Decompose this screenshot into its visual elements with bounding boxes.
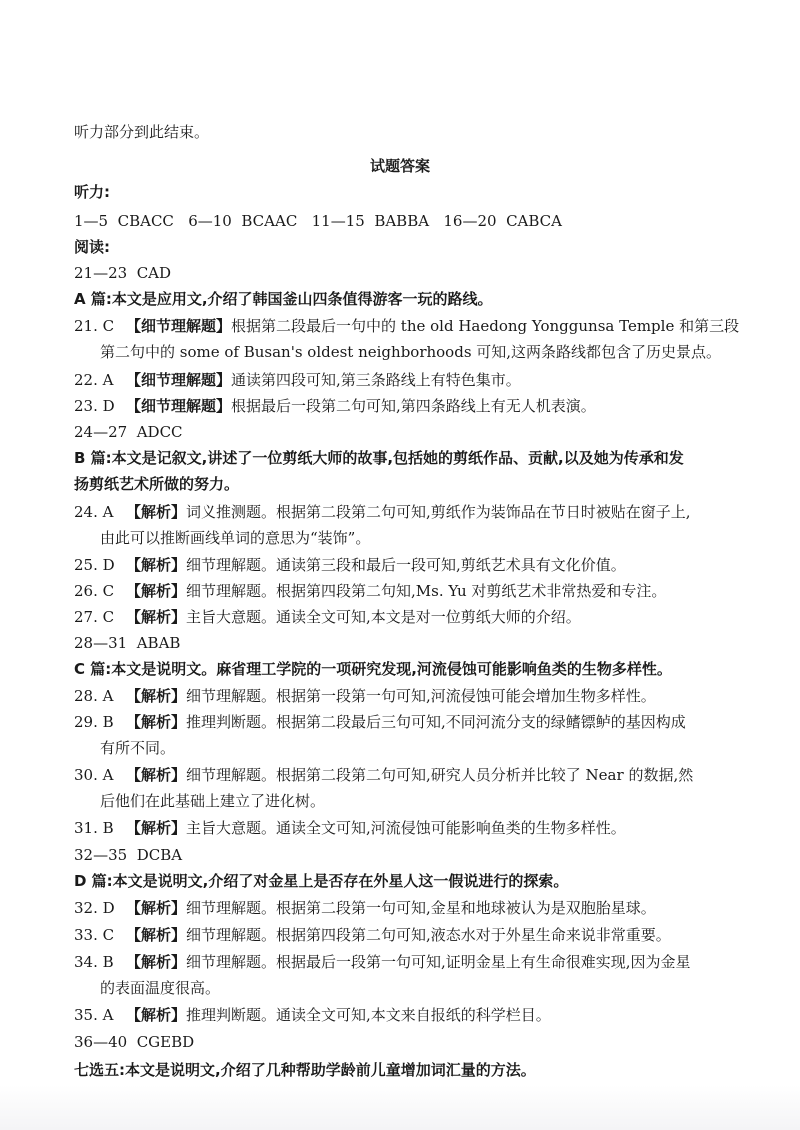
item-text: 推理判断题。通读全文可知,本文来自报纸的科学栏目。 [186,1006,551,1024]
item-number: 29. B [74,713,114,731]
page-title: 试题答案 [369,157,430,175]
item-text: 主旨大意题。通读全文可知,河流侵蚀可能影响鱼类的生物多样性。 [186,819,626,837]
item-tag: 【解析】 [126,953,187,971]
answer-item [74,396,740,416]
item-tag: 【解析】 [126,556,187,574]
item-number: 34. B [74,953,114,971]
group-a-range: 21—23 CAD [74,264,172,282]
group-b-range: 24—27 ADCC [74,423,183,441]
item-text: 词义推测题。根据第二段第二句可知,剪纸作为装饰品在节日时被贴在窗子上, [186,503,691,521]
item-text: 细节理解题。根据第一段第一句可知,河流侵蚀可能会增加生物多样性。 [186,687,656,705]
item-text: 细节理解题。根据第二段第二句可知,研究人员分析并比较了 Near 的数据,然 [186,766,694,784]
answer-item [74,898,740,918]
group-c-range: 28—31 ABAB [74,634,181,652]
item-number: 35. A [74,1006,114,1024]
answer-item [74,1005,740,1025]
item-tag: 【解析】 [126,899,187,917]
item-text: 通读第四段可知,第三条路线上有特色集市。 [231,371,521,389]
item-number: 32. D [74,899,115,917]
answer-item [74,952,740,972]
answer-item [74,925,740,945]
item-number: 22. A [74,371,114,389]
item-text: 根据第二段最后一句中的 the old Haedong Yonggunsa Temple 和第三段 [231,317,740,335]
item-text: 细节理解题。通读第三段和最后一段可知,剪纸艺术具有文化价值。 [186,556,626,574]
item-tag: 【解析】 [126,503,187,521]
group-b-summary-cont: 扬剪纸艺术所做的努力。 [74,475,240,493]
answer-item [74,316,740,336]
item-continuation: 第二句中的 some of Busan's oldest neighborhoods 可知,这两条路线都包含了历史景点。 [100,343,722,361]
item-number: 26. C [74,582,115,600]
item-number: 24. A [74,503,114,521]
item-number: 21. C [74,317,115,335]
answer-item [74,581,740,601]
answer-item [74,555,740,575]
item-text: 根据最后一段第二句可知,第四条路线上有无人机表演。 [231,397,596,415]
item-continuation: 由此可以推断画线单词的意思为“装饰”。 [100,529,371,547]
item-number: 23. D [74,397,115,415]
item-tag: 【解析】 [126,687,187,705]
group-e-summary: 七选五:本文是说明文,介绍了几种帮助学龄前儿童增加词汇量的方法。 [74,1061,536,1079]
item-text: 细节理解题。根据最后一段第一句可知,证明金星上有生命很难实现,因为金星 [186,953,691,971]
answer-item [74,818,740,838]
listening-heading: 听力: [74,183,110,201]
item-tag: 【细节理解题】 [126,397,232,415]
item-tag: 【解析】 [126,819,187,837]
item-continuation: 有所不同。 [100,739,176,757]
item-text: 细节理解题。根据第四段第二句可知,液态水对于外星生命来说非常重要。 [186,926,671,944]
group-a-summary: A 篇:本文是应用文,介绍了韩国釜山四条值得游客一玩的路线。 [74,290,493,308]
item-tag: 【解析】 [126,582,187,600]
group-d-summary: D 篇:本文是说明文,介绍了对金星上是否存在外星人这一假说进行的探索。 [74,872,569,890]
item-text: 细节理解题。根据第二段第一句可知,金星和地球被认为是双胞胎星球。 [186,899,656,917]
group-c-summary: C 篇:本文是说明文。麻省理工学院的一项研究发现,河流侵蚀可能影响鱼类的生物多样性。 [74,660,672,678]
intro-line: 听力部分到此结束。 [74,123,210,141]
answer-item [74,607,740,627]
item-text: 推理判断题。根据第二段最后三句可知,不同河流分支的绿鳍镖鲈的基因构成 [186,713,686,731]
group-b-summary: B 篇:本文是记叙文,讲述了一位剪纸大师的故事,包括她的剪纸作品、贡献,以及她为传承和发 [74,449,684,467]
item-tag: 【解析】 [126,766,187,784]
item-tag: 【解析】 [126,713,187,731]
reading-heading: 阅读: [74,238,110,256]
item-tag: 【解析】 [126,608,187,626]
item-text: 主旨大意题。通读全文可知,本文是对一位剪纸大师的介绍。 [186,608,581,626]
item-tag: 【解析】 [126,926,187,944]
item-continuation: 的表面温度很高。 [100,979,221,997]
item-tag: 【解析】 [126,1006,187,1024]
page-bottom-shade [0,1085,800,1130]
group-e-range: 36—40 CGEBD [74,1033,195,1051]
item-number: 30. A [74,766,114,784]
item-tag: 【细节理解题】 [126,317,232,335]
item-text: 细节理解题。根据第四段第二句知,Ms. Yu 对剪纸艺术非常热爱和专注。 [186,582,667,600]
answer-item [74,502,740,522]
answer-item [74,370,740,390]
item-number: 27. C [74,608,115,626]
answer-item [74,686,740,706]
item-number: 28. A [74,687,114,705]
item-number: 33. C [74,926,115,944]
item-number: 31. B [74,819,114,837]
group-d-range: 32—35 DCBA [74,846,183,864]
listening-answers: 1—5 CBACC 6—10 BCAAC 11—15 BABBA 16—20 CABCA [74,212,562,230]
item-continuation: 后他们在此基础上建立了进化树。 [100,792,326,810]
answer-item [74,712,740,732]
answer-item [74,765,740,785]
item-number: 25. D [74,556,115,574]
item-tag: 【细节理解题】 [126,371,232,389]
